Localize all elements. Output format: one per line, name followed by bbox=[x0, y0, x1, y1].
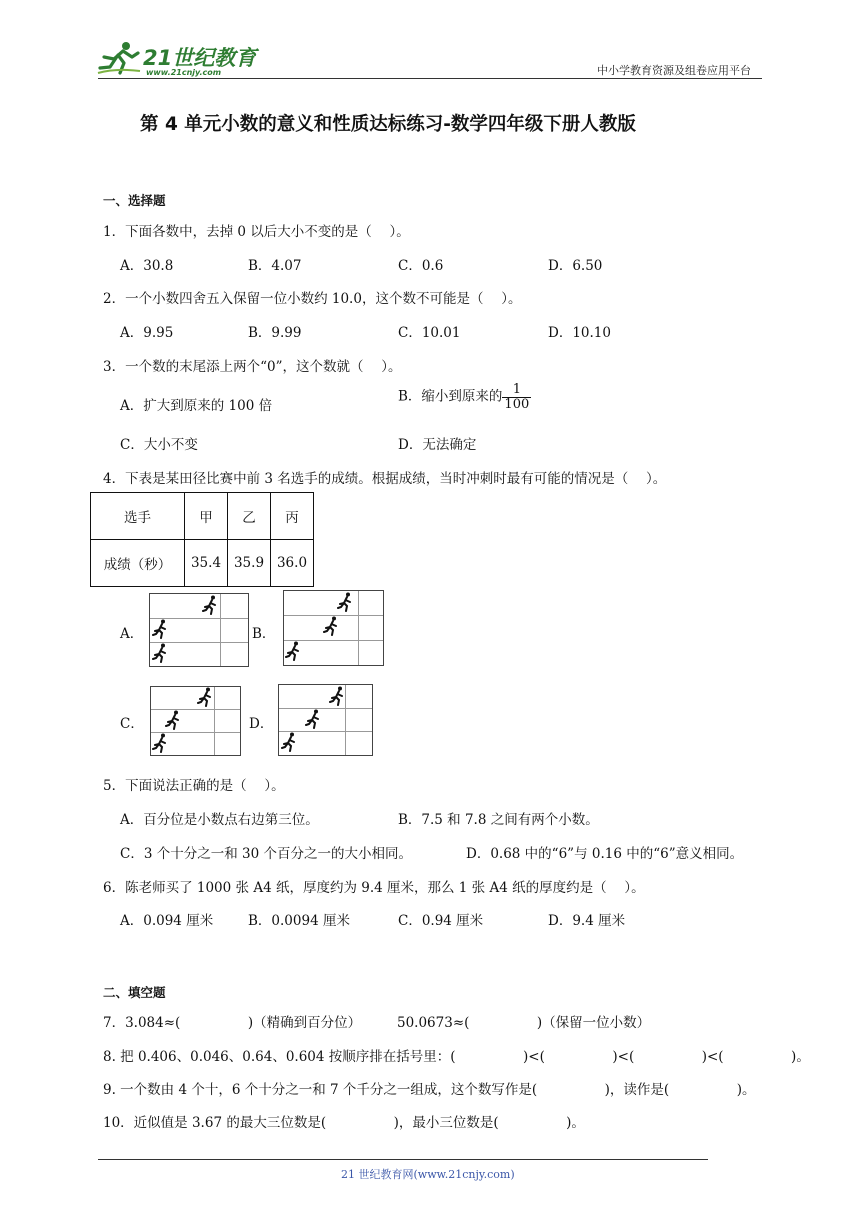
table-cell: 35.4 bbox=[185, 540, 228, 587]
runner-icon bbox=[329, 686, 346, 706]
q2-option-b: B．9.99 bbox=[248, 325, 302, 341]
table-header-cell: 乙 bbox=[228, 493, 271, 540]
runner-icon bbox=[165, 710, 182, 730]
q6-option-d: D．9.4 厘米 bbox=[548, 913, 626, 929]
q4-stem: 4．下表是某田径比赛中前 3 名选手的成绩。根据成绩，当时冲刺时最有可能的情况是（ ）。 bbox=[103, 471, 667, 487]
q3-stem: 3．一个数的末尾添上两个“0”，这个数就（ ）。 bbox=[103, 359, 402, 375]
q2-stem: 2．一个小数四舍五入保留一位小数约 10.0，这个数不可能是（ ）。 bbox=[103, 291, 522, 307]
q2-option-c: C．10.01 bbox=[398, 325, 461, 341]
q6-stem: 6．陈老师买了 1000 张 A4 纸，厚度约为 9.4 厘米，那么 1 张 A4 纸的厚度约是（ ）。 bbox=[103, 880, 645, 896]
q9-stem: 9. 一个数由 4 个十，6 个十分之一和 7 个千分之一组成，这个数写作是( )，读作是( )。 bbox=[103, 1082, 756, 1098]
score-table bbox=[90, 492, 314, 587]
q7-part-b: 50.0673≈( )（保留一位小数） bbox=[397, 1015, 651, 1031]
q3-option-c: C．大小不变 bbox=[120, 437, 198, 453]
q5-option-d: D．0.68 中的“6”与 0.16 中的“6”意义相同。 bbox=[466, 846, 744, 862]
q4-option-d-label: D． bbox=[249, 716, 274, 732]
page-title: 第 4 单元小数的意义和性质达标练习-数学四年级下册人教版 bbox=[140, 114, 636, 135]
runner-icon bbox=[323, 616, 340, 636]
fraction-numerator: 1 bbox=[502, 383, 531, 398]
q5-option-b: B．7.5 和 7.8 之间有两个小数。 bbox=[398, 812, 599, 828]
q3-option-d: D．无法确定 bbox=[398, 437, 477, 453]
q4-option-b-label: B． bbox=[252, 626, 276, 642]
runner-icon bbox=[337, 592, 354, 612]
footer-text: 21 世纪教育网(www.21cnjy.com) bbox=[341, 1168, 515, 1181]
q3-option-b bbox=[398, 383, 531, 411]
table-header-cell: 选手 bbox=[91, 493, 185, 540]
q6-option-b: B．0.0094 厘米 bbox=[248, 913, 350, 929]
runner-icon bbox=[152, 643, 169, 663]
runner-icon bbox=[305, 709, 322, 729]
runner-icon bbox=[285, 641, 302, 661]
table-row bbox=[91, 493, 314, 540]
logo-text: 21世纪教育 bbox=[143, 46, 257, 70]
q5-option-a: A．百分位是小数点右边第三位。 bbox=[120, 812, 319, 828]
section-heading-fill: 二、填空题 bbox=[103, 985, 166, 1000]
q5-stem: 5．下面说法正确的是（ ）。 bbox=[103, 778, 285, 794]
logo-url: www.21cnjy.com bbox=[146, 68, 222, 77]
table-header-cell: 丙 bbox=[271, 493, 314, 540]
table-cell: 35.9 bbox=[228, 540, 271, 587]
header-rule bbox=[98, 78, 762, 79]
fraction bbox=[502, 383, 531, 411]
q1-option-d: D．6.50 bbox=[548, 258, 603, 274]
q3-option-b-prefix: B．缩小到原来的 bbox=[398, 388, 503, 405]
q1-option-b: B．4.07 bbox=[248, 258, 302, 274]
q6-option-c: C．0.94 厘米 bbox=[398, 913, 484, 929]
q1-stem: 1．下面各数中，去掉 0 以后大小不变的是（ ）。 bbox=[103, 224, 410, 240]
q5-option-c: C．3 个十分之一和 30 个百分之一的大小相同。 bbox=[120, 846, 412, 862]
table-row bbox=[91, 540, 314, 587]
runner-icon bbox=[202, 595, 219, 615]
runner-logo-icon bbox=[96, 40, 142, 76]
runner-icon bbox=[152, 733, 169, 753]
runner-icon bbox=[152, 619, 169, 639]
q3-option-a: A．扩大到原来的 100 倍 bbox=[120, 398, 273, 414]
q2-option-a: A．9.95 bbox=[120, 325, 174, 341]
runner-icon bbox=[197, 687, 214, 707]
platform-name: 中小学教育资源及组卷应用平台 bbox=[597, 64, 751, 77]
table-cell: 36.0 bbox=[271, 540, 314, 587]
footer-rule bbox=[98, 1159, 708, 1160]
q7-part-a: 7．3.084≈( )（精确到百分位） bbox=[103, 1015, 362, 1031]
q8-stem: 8. 把 0.406、0.046、0.64、0.604 按顺序排在括号里：( )<( )<( )<( )。 bbox=[103, 1049, 810, 1065]
q1-option-a: A．30.8 bbox=[120, 258, 174, 274]
section-heading-choice: 一、选择题 bbox=[103, 193, 166, 208]
q2-option-d: D．10.10 bbox=[548, 325, 611, 341]
table-header-cell: 甲 bbox=[185, 493, 228, 540]
q4-option-a-label: A． bbox=[120, 626, 144, 642]
q10-stem: 10．近似值是 3.67 的最大三位数是( )，最小三位数是( )。 bbox=[103, 1115, 585, 1131]
fraction-denominator: 100 bbox=[504, 396, 530, 412]
table-cell: 成绩（秒） bbox=[91, 540, 185, 587]
runner-icon bbox=[281, 732, 298, 752]
q1-option-c: C．0.6 bbox=[398, 258, 444, 274]
q6-option-a: A．0.094 厘米 bbox=[120, 913, 214, 929]
q4-option-c-label: C． bbox=[120, 716, 144, 732]
